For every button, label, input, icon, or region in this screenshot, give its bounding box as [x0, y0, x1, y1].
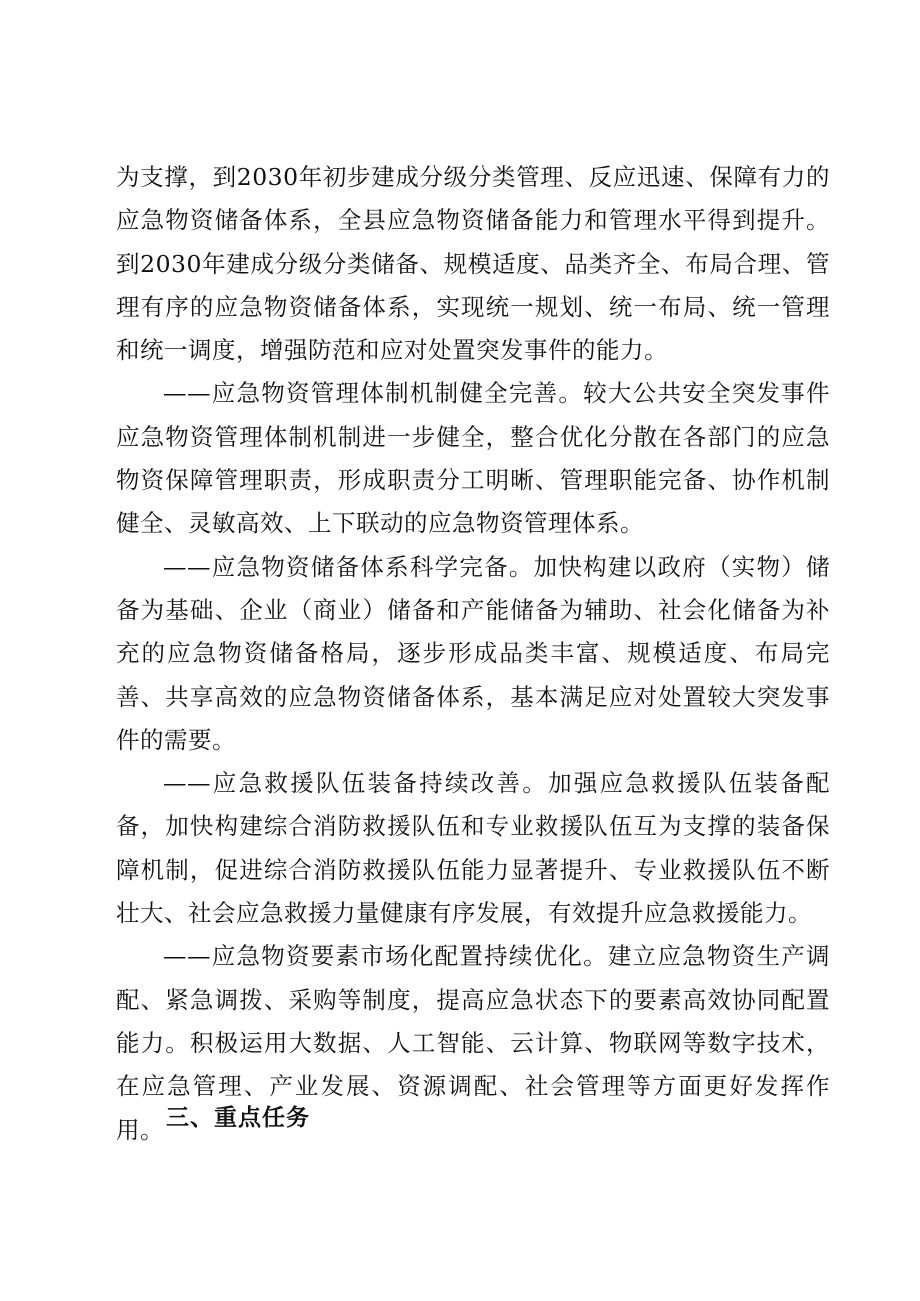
paragraph-management-system: ——应急物资管理体制机制健全完善。较大公共安全突发事件应急物资管理体制机制进一步健全，整合优化分散在各部门的应急物资保障管理职责，形成职责分工明晰、管理职能完备、协作机制健全、灵敏高效、上下联动的应急物资管理体系。 [116, 379, 830, 538]
paragraph-market-allocation: ——应急物资要素市场化配置持续优化。建立应急物资生产调配、紧急调拨、采购等制度，提高应急状态下的要素高效协同配置能力。积极运用大数据、人工智能、云计算、物联网等数字技术，在应急管理、产业发展、资源调配、社会管理等方面更好发挥作用。 [116, 942, 830, 1144]
paragraph-reserve-system: ——应急物资储备体系科学完备。加快构建以政府（实物）储备为基础、企业（商业）储备和产能储备为辅助、社会化储备为补充的应急物资储备格局，逐步形成品类丰富、规模适度、布局完善、共享高效的应急物资储备体系，基本满足应对处置较大突发事件的需要。 [116, 552, 830, 754]
paragraph-rescue-equipment: ——应急救援队伍装备持续改善。加强应急救援队伍装备配备，加快构建综合消防救援队伍和专业救援队伍互为支撑的装备保障机制，促进综合消防救援队伍能力显著提升、专业救援队伍不断壮大、社会应急救援力量健康有序发展，有效提升应急救援能力。 [116, 769, 830, 928]
paragraph-goals-continuation: 为支撑，到2030年初步建成分级分类管理、反应迅速、保障有力的应急物资储备体系，全县应急物资储备能力和管理水平得到提升。到2030年建成分级分类储备、规模适度、品类齐全、布局合理、管理有序的应急物资储备体系，实现统一规划、统一布局、统一管理和统一调度，增强防范和应对处置突发事件的能力。 [116, 163, 830, 365]
section-heading: 三、重点任务 [166, 1105, 310, 1131]
body-text [116, 156, 830, 1152]
